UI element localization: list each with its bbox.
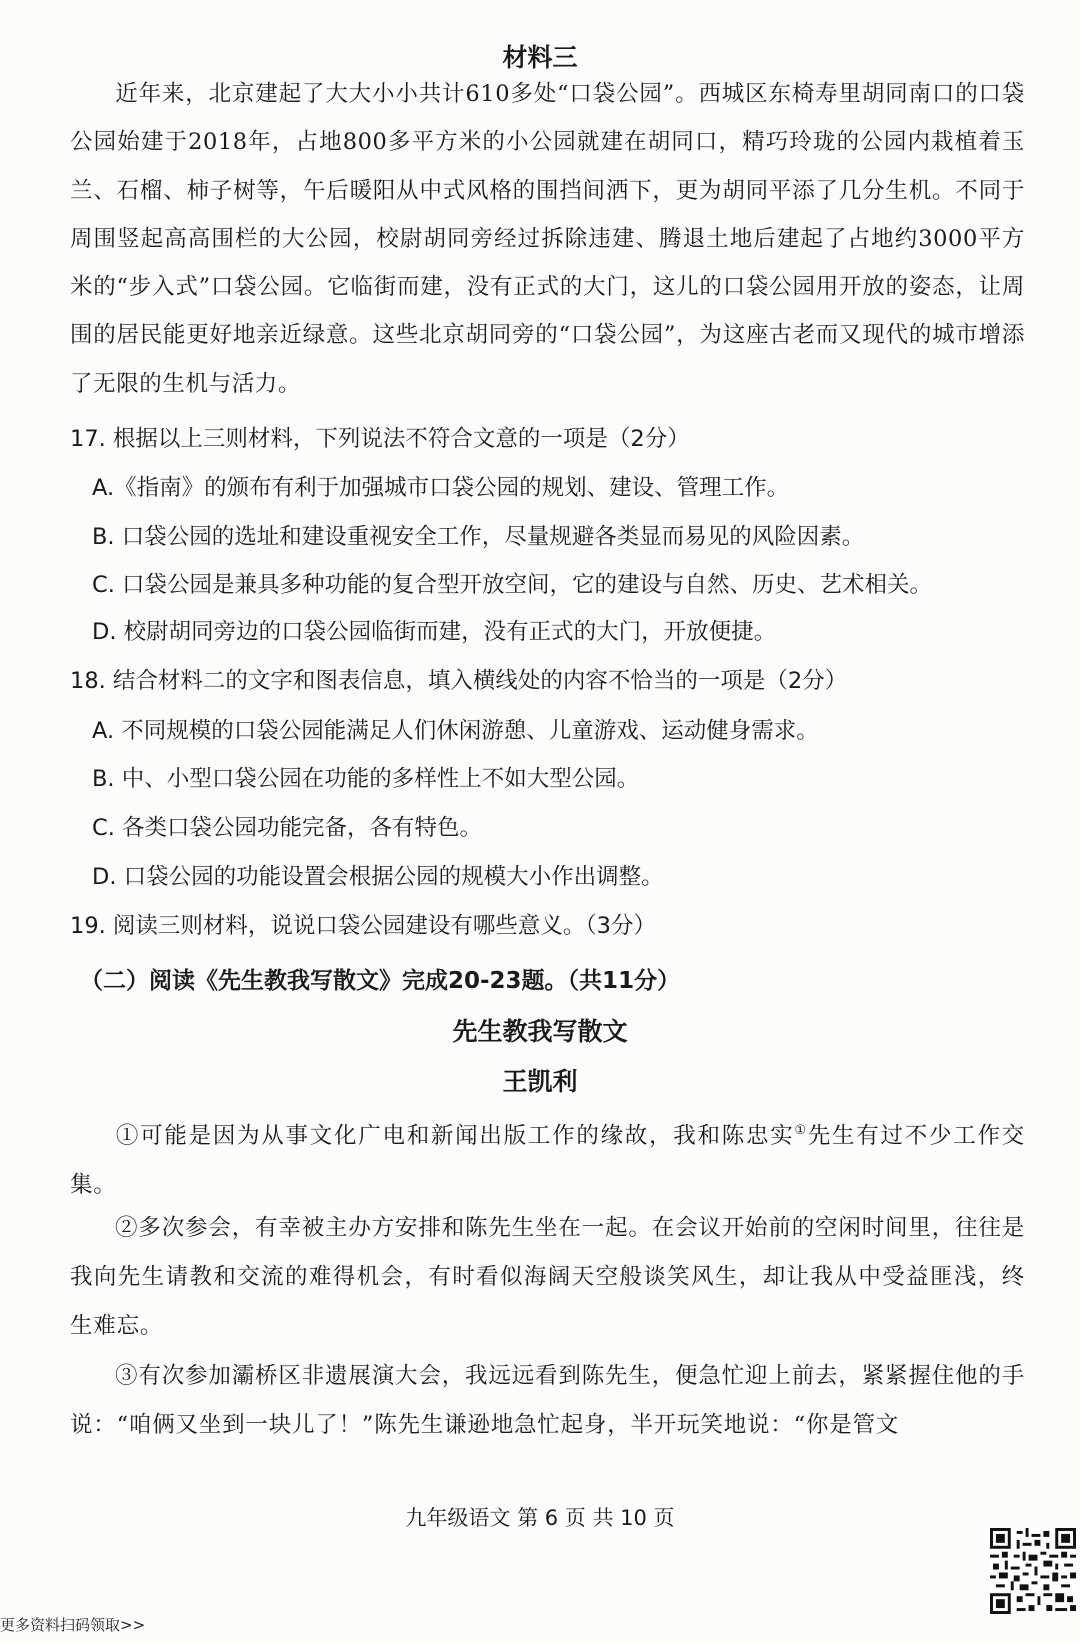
question-18-option-a: A. 不同规模的口袋公园能满足人们休闲游憩、儿童游戏、运动健身需求。 xyxy=(92,718,819,744)
question-17-option-d: D. 校尉胡同旁边的口袋公园临街而建，没有正式的大门，开放便捷。 xyxy=(92,619,777,645)
question-17-stem: 17. 根据以上三则材料，下列说法不符合文意的一项是（2分） xyxy=(70,426,690,452)
section-2-heading: （二）阅读《先生教我写散文》完成20-23题。（共11分） xyxy=(80,968,681,994)
question-17-option-b: B. 口袋公园的选址和建设重视安全工作，尽量规避各类显而易见的风险因素。 xyxy=(92,524,865,550)
article-author: 王凯利 xyxy=(502,1067,578,1096)
page-footer: 九年级语文 第 6 页 共 10 页 xyxy=(405,1506,675,1530)
question-17-option-a: A.《指南》的颁布有利于加强城市口袋公园的规划、建设、管理工作。 xyxy=(92,475,790,501)
article-title: 先生教我写散文 xyxy=(452,1017,628,1046)
question-18-option-d: D. 口袋公园的功能设置会根据公园的规模大小作出调整。 xyxy=(92,864,664,890)
question-18-stem: 18. 结合材料二的文字和图表信息，填入横线处的内容不恰当的一项是（2分） xyxy=(70,668,848,694)
question-19-stem: 19. 阅读三则材料，说说口袋公园建设有哪些意义。（3分） xyxy=(70,913,657,939)
question-18-option-c: C. 各类口袋公园功能完备，各有特色。 xyxy=(92,815,483,841)
question-18-option-b: B. 中、小型口袋公园在功能的多样性上不如大型公园。 xyxy=(92,766,640,792)
more-resources-link[interactable]: 更多资料扫码领取>> xyxy=(0,1616,146,1634)
article-paragraph-3: ③有次参加灞桥区非遗展演大会，我远远看到陈先生，便急忙迎上前去，紧紧握住他的手说：“咱俩又坐到一块儿了！”陈先生谦逊地急忙起身，半开玩笑地说：“你是管文 xyxy=(70,1363,1025,1438)
material-3-paragraph: 近年来，北京建起了大大小小共计610多处“口袋公园”。西城区东椅寿里胡同南口的口袋公园始建于2018年，占地800多平方米的小公园就建在胡同口，精巧玲珑的公园内栽植着玉兰、石榴、柿子树等，午后暖阳从中式风格的围挡间洒下，更为胡同平添了几分生机。不同于周围竖起高高围栏的大公园，校尉胡同旁经过拆除违建、腾退土地后建起了占地约3000平方米的“步入式”口袋公园。它临街而建，没有正式的大门，这儿的口袋公园用开放的姿态，让周围的居民能更好地亲近绿意。这些北京胡同旁的“口袋公园”，为这座古老而又现代的城市增添了无限的生机与活力。 xyxy=(70,81,1025,397)
question-17-option-c: C. 口袋公园是兼具多种功能的复合型开放空间，它的建设与自然、历史、艺术相关。 xyxy=(92,572,933,598)
footnote-marker: ① xyxy=(794,1123,808,1138)
qr-code-icon[interactable] xyxy=(990,1528,1076,1614)
article-paragraph-2: ②多次参会，有幸被主办方安排和陈先生坐在一起。在会议开始前的空闲时间里，往往是我向先生请教和交流的难得机会，有时看似海阔天空般谈笑风生，却让我从中受益匪浅，终生难忘。 xyxy=(70,1215,1025,1339)
material-3-title: 材料三 xyxy=(502,43,578,72)
article-paragraph-1: ①可能是因为从事文化广电和新闻出版工作的缘故，我和陈忠实①先生有过不少工作交集。 xyxy=(70,1123,1025,1198)
